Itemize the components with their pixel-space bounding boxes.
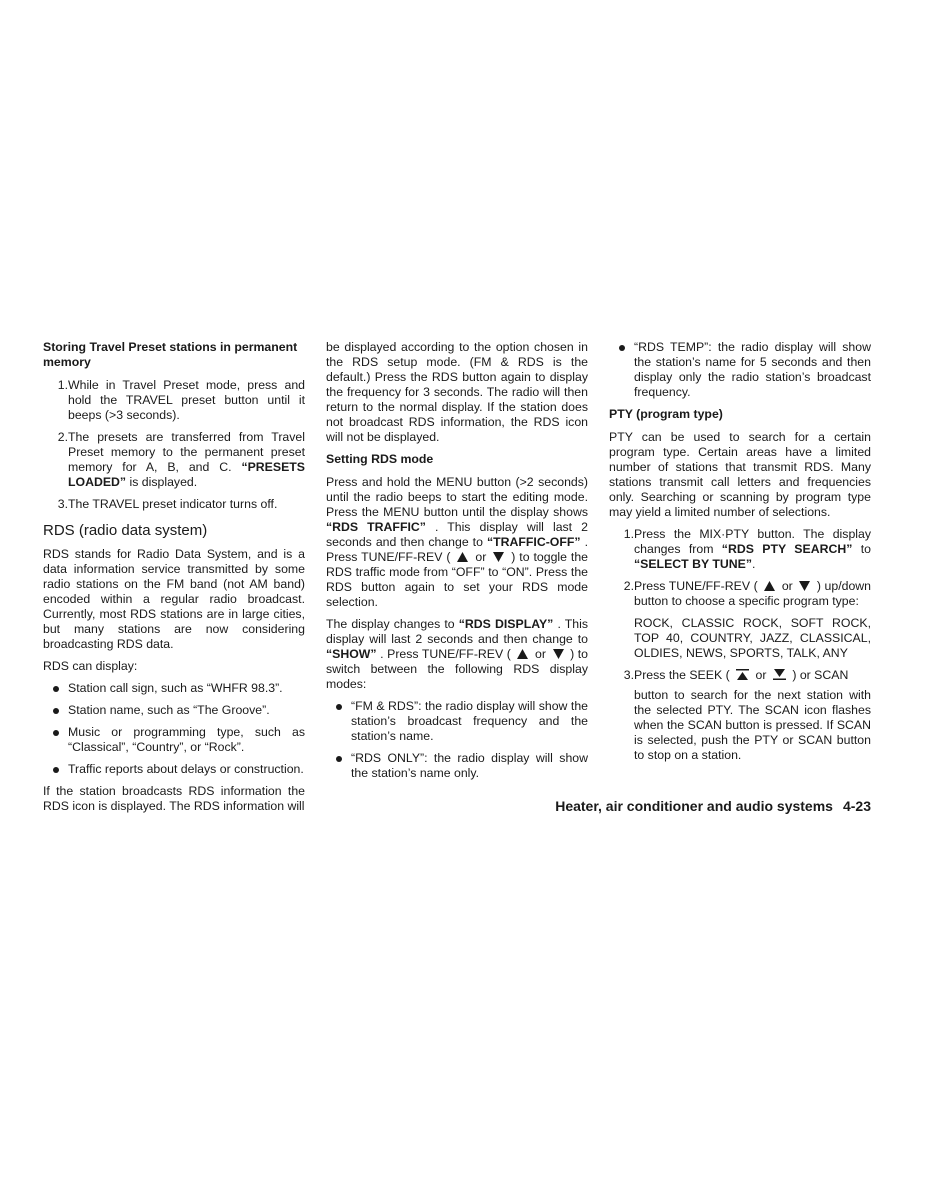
setting-rds-heading: Setting RDS mode (326, 452, 434, 466)
text: or (781, 579, 793, 593)
column-3 (609, 340, 871, 770)
step-2: 2. The presets are transferred from Travel Preset memory to the permanent preset memory for A, B, and C. “PRESETS LOADED” is displayed. (57, 430, 305, 489)
text: to (860, 542, 871, 556)
rds-closing: If the station broadcasts RDS information the RDS icon is displayed. The RDS information will (43, 784, 305, 813)
list-item (43, 725, 305, 755)
pty-step-1: 1. Press the MIX·PTY button. The display changes from “RDS PTY SEARCH” to “SELECT BY TUNE”. (623, 527, 871, 571)
show-label: “SHOW” (326, 647, 377, 661)
up-triangle-icon (764, 581, 775, 591)
text: . Press TUNE/FF-REV ( (380, 647, 511, 661)
down-triangle-icon (493, 552, 504, 562)
text: or (755, 668, 767, 682)
step-text (634, 579, 871, 609)
pty-step-3-detail: button to search for the next station with the selected PTY. The SCAN icon flashes when the SCAN button is pressed. If SCAN is selected, push the PTY or SCAN button to stop on a station. (634, 688, 871, 762)
bullet-text: Music or programming type, such as “Classical”, “Country”, or “Rock”. (68, 725, 305, 754)
bullet-text: Traffic reports about delays or construction. (68, 762, 304, 776)
page-number: 4-23 (842, 798, 871, 814)
list-item (43, 762, 305, 777)
travel-preset-heading: Storing Travel Preset stations in permanent memory (43, 340, 298, 369)
list-item (326, 751, 588, 781)
program-types: ROCK, CLASSIC ROCK, SOFT ROCK, TOP 40, COUNTRY, JAZZ, CLASSICAL, OLDIES, NEWS, SPORTS, TALK, ANY (634, 616, 871, 660)
rds-display-paragraph (326, 617, 588, 692)
down-triangle-icon (799, 581, 810, 591)
text: ) up/down button to choose a specific program type: (634, 579, 872, 608)
text: . This display will last 2 seconds and then change to (326, 617, 589, 646)
bullet-text: Station name, such as “The Groove”. (68, 703, 270, 717)
text: ) or SCAN (792, 668, 849, 682)
rds-pty-search-label: “RDS PTY SEARCH” (721, 542, 853, 556)
seek-up-icon (736, 669, 749, 680)
text: or (475, 550, 487, 564)
rds-display-label: “RDS DISPLAY” (458, 617, 554, 631)
rds-traffic-label: “RDS TRAFFIC” (326, 520, 426, 534)
text: Press the MIX·PTY button. The display changes from (634, 527, 871, 556)
step-text (634, 668, 871, 683)
up-triangle-icon (517, 649, 528, 659)
text: . Press TUNE/FF-REV ( (326, 535, 588, 564)
list-item (609, 340, 871, 400)
traffic-off-label: “TRAFFIC-OFF” (486, 535, 581, 549)
step-1: 1. While in Travel Preset mode, press and hold the TRAVEL preset button until it beeps (>3 seconds). (57, 378, 305, 422)
step-3: 3. The TRAVEL preset indicator turns off. (43, 497, 305, 512)
rds-section-title: RDS (radio data system) (43, 522, 208, 539)
step-3-text: The TRAVEL preset indicator turns off. (68, 497, 278, 511)
rds-continuation: be displayed according to the option chosen in the RDS setup mode. (FM & RDS is the default.) Press the RDS button again to display the frequency for 3 seconds. The radio will then return to the normal display. If the station does not broadcast RDS information, the RDS icon will not be displayed. (326, 340, 588, 444)
step-1-text: While in Travel Preset mode, press and hold the TRAVEL preset button until it beeps (>3 seconds). (68, 378, 305, 422)
text: The display changes to (326, 617, 455, 631)
step-2-text: The presets are transferred from Travel Preset memory to the permanent preset memory for A, B, and C. (68, 430, 305, 474)
down-triangle-icon (553, 649, 564, 659)
footer-title: Heater, air conditioner and audio systems (555, 798, 833, 814)
text: Press TUNE/FF-REV ( (634, 579, 758, 593)
page-footer (555, 798, 871, 814)
rds-intro: RDS stands for Radio Data System, and is a data information service transmitted by some radio stations on the FM band (not AM band) encoded within a regular radio broadcast. Currently, most RDS stations are in large cities, but many stations are now considering broadcasting RDS data. (43, 547, 305, 651)
text: or (535, 647, 546, 661)
text: . This display will last 2 seconds and then change to (326, 520, 588, 549)
rds-traffic-paragraph (326, 475, 588, 610)
text: . (751, 557, 756, 571)
pty-step-3: 3. Press the SEEK ( or ) or SCAN (609, 668, 871, 683)
column-1 (43, 340, 305, 821)
text: Press the SEEK ( (634, 668, 730, 682)
select-by-tune-label: “SELECT BY TUNE” (634, 557, 752, 571)
column-2 (326, 340, 588, 788)
text: Press and hold the MENU button (>2 seconds) until the radio beeps to start the editing mode. Press the MENU button until the display shows (326, 475, 588, 519)
list-item (326, 699, 588, 744)
pty-step-2: 2. Press TUNE/FF-REV ( or ) up/down button to choose a specific program type: (623, 579, 872, 608)
rds-can-display: RDS can display: (43, 659, 138, 673)
presets-loaded-label: “PRESETS LOADED” (68, 460, 305, 489)
pty-heading: PTY (program type) (609, 407, 723, 421)
list-item (43, 681, 305, 696)
bullet-text: “RDS TEMP”: the radio display will show the station’s name for 5 seconds and then display only the radio station’s broadcast frequency. (634, 340, 871, 399)
text: ) to switch between the following RDS display modes: (326, 647, 589, 691)
text: ) to toggle the RDS traffic mode from “OFF” to “ON”. Press the RDS button again to set your RDS mode selection. (326, 550, 589, 609)
bullet-text: “FM & RDS”: the radio display will show the station’s broadcast frequency and the station’s name. (351, 699, 588, 743)
pty-intro: PTY can be used to search for a certain program type. Certain areas have a limited number of stations that transmit RDS. Many stations transmit call letters and frequencies only. Searching or scanning by program type may yield a limited number of selections. (609, 430, 871, 519)
bullet-text: Station call sign, such as “WHFR 98.3”. (68, 681, 283, 695)
list-item (43, 703, 305, 718)
step-2-post: is displayed. (129, 475, 198, 489)
bullet-text: “RDS ONLY”: the radio display will show the station’s name only. (351, 751, 588, 780)
seek-down-icon (773, 669, 786, 680)
up-triangle-icon (457, 552, 468, 562)
step-text (634, 527, 871, 572)
